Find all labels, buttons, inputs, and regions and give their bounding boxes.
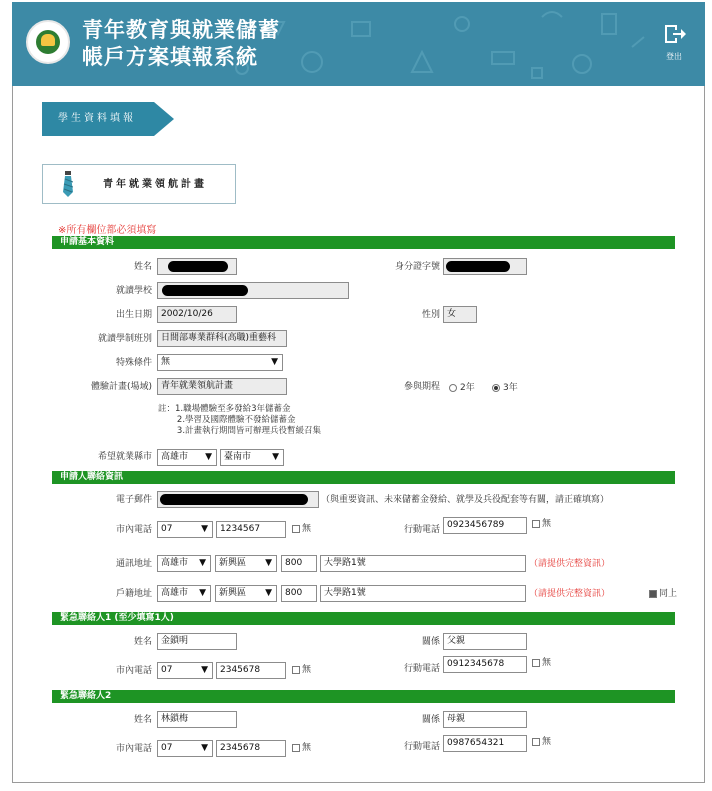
title-line-2: 帳戶方案填報系統	[82, 44, 258, 69]
gender-label: 性別	[421, 310, 440, 320]
em2-phone-none-checkbox[interactable]	[292, 744, 300, 752]
class-type-label: 就讀學制班別	[97, 334, 152, 344]
redaction-mask	[168, 261, 228, 272]
chevron-down-icon: ▼	[201, 524, 208, 534]
em1-mobile-none-checkbox[interactable]	[532, 659, 540, 667]
gender-field[interactable]: 女	[443, 306, 477, 323]
chevron-down-icon: ▼	[199, 558, 206, 568]
mobile-label: 行動電話	[403, 525, 440, 535]
special-value: 無	[161, 357, 171, 367]
phone-none-label: 無	[302, 524, 312, 534]
email-hint: （與重要資訊、未來儲蓄金發給、就學及兵役配套等有關，請正確填寫）	[321, 495, 610, 505]
reg-street-field[interactable]: 大學路1號	[320, 585, 526, 602]
em2-phone-none-label: 無	[302, 743, 312, 753]
redaction-mask	[162, 285, 248, 296]
logout-icon	[662, 22, 686, 46]
experience-field[interactable]: 青年就業領航計畫	[157, 378, 287, 395]
required-note: ※所有欄位都必須填寫	[58, 225, 157, 236]
logout-label: 登出	[666, 52, 682, 61]
em2-name-label: 姓名	[133, 715, 152, 725]
same-as-above-checkbox[interactable]	[649, 590, 657, 598]
special-select[interactable]	[157, 354, 283, 371]
chevron-down-icon: ▼	[205, 452, 212, 462]
em2-relation-label: 關係	[421, 715, 440, 725]
phone-label: 市內電話	[115, 525, 152, 535]
em2-mobile-label: 行動電話	[403, 742, 440, 752]
mail-address-label: 通訊地址	[115, 559, 152, 569]
phone-none-checkbox[interactable]	[292, 525, 300, 533]
period-radio-2y[interactable]	[449, 384, 457, 392]
em1-phone-area-value: 07	[161, 665, 173, 675]
section-emergency1-header: 緊急聯絡人1 (至少填寫1人)	[52, 612, 675, 625]
reg-address-label: 戶籍地址	[115, 589, 152, 599]
plan-card	[42, 164, 236, 204]
experience-label: 體驗計畫(場域)	[90, 382, 152, 392]
period-option-3y: 3年	[503, 383, 518, 393]
em1-relation-field[interactable]: 父親	[443, 633, 527, 650]
chevron-down-icon: ▼	[201, 743, 208, 753]
school-label: 就讀學校	[115, 286, 152, 296]
special-label: 特殊條件	[115, 358, 152, 368]
birthday-label: 出生日期	[115, 310, 152, 320]
id-label: 身分證字號	[394, 262, 440, 272]
section-emergency2-header: 緊急聯絡人2	[52, 690, 675, 703]
mail-city-select[interactable]	[157, 555, 211, 572]
tie-icon	[63, 171, 73, 197]
step-label: 學生資料填報	[42, 102, 154, 136]
section-contact-header: 申請人聯絡資訊	[52, 471, 675, 484]
chevron-down-icon: ▼	[265, 558, 272, 568]
chevron-down-icon: ▼	[271, 357, 278, 367]
period-option-2y: 2年	[460, 383, 475, 393]
reg-city-select[interactable]	[157, 585, 211, 602]
app-header	[12, 2, 705, 86]
phone-area-select[interactable]	[157, 521, 213, 538]
plan-label: 青年就業領航計畫	[103, 179, 207, 190]
phone-area-value: 07	[161, 524, 173, 534]
redaction-mask	[446, 261, 510, 272]
period-notes: 註：1.職場體驗至多發給3年儲蓄金 2.學習及國際體驗不發給儲蓄金 3.計畫執行期間皆可辦理兵役暫緩召集	[158, 404, 322, 436]
mail-zip-field[interactable]: 800	[281, 555, 317, 572]
mail-street-field[interactable]: 大學路1號	[320, 555, 526, 572]
same-as-above-label: 同上	[659, 589, 678, 599]
city2-value: 臺南市	[224, 452, 252, 462]
mail-district-value: 新興區	[219, 558, 247, 568]
em1-mobile-field[interactable]: 0912345678	[443, 656, 527, 673]
mobile-none-label: 無	[542, 519, 552, 529]
reg-city-value: 高雄市	[161, 588, 189, 598]
reg-district-value: 新興區	[219, 588, 247, 598]
mail-district-select[interactable]	[215, 555, 277, 572]
em1-mobile-label: 行動電話	[403, 664, 440, 674]
email-label: 電子郵件	[115, 495, 152, 505]
phone-number-field[interactable]: 1234567	[216, 521, 286, 538]
city1-value: 高雄市	[161, 452, 189, 462]
period-radio-3y[interactable]	[492, 384, 500, 392]
reg-address-hint: （請提供完整資訊）	[529, 589, 611, 599]
logout-button[interactable]	[657, 22, 691, 62]
city-label: 希望就業縣市	[97, 452, 152, 462]
section-basic-header: 申請基本資料	[52, 236, 675, 249]
em1-mobile-none-label: 無	[542, 658, 552, 668]
mobile-none-checkbox[interactable]	[532, 520, 540, 528]
ministry-logo	[26, 20, 70, 64]
mobile-field[interactable]: 0923456789	[443, 517, 527, 534]
chevron-down-icon: ▼	[201, 665, 208, 675]
em1-phone-number-field[interactable]: 2345678	[216, 662, 286, 679]
chevron-down-icon: ▼	[199, 588, 206, 598]
em2-phone-area-value: 07	[161, 743, 173, 753]
em2-mobile-none-label: 無	[542, 737, 552, 747]
em1-relation-label: 關係	[421, 637, 440, 647]
birthday-field[interactable]: 2002/10/26	[157, 306, 237, 323]
em1-phone-label: 市內電話	[115, 666, 152, 676]
em2-phone-number-field[interactable]: 2345678	[216, 740, 286, 757]
em2-phone-area-select[interactable]	[157, 740, 213, 757]
period-label: 參與期程	[403, 382, 440, 392]
class-type-field[interactable]: 日間部專業群科(高職)重藝科	[157, 330, 287, 347]
em1-phone-none-checkbox[interactable]	[292, 666, 300, 674]
city-select-1[interactable]	[157, 449, 217, 466]
app-title	[82, 16, 280, 70]
em2-name-field[interactable]: 林鎖梅	[157, 711, 237, 728]
em2-phone-label: 市內電話	[115, 744, 152, 754]
name-label: 姓名	[133, 262, 152, 272]
mail-city-value: 高雄市	[161, 558, 189, 568]
em2-mobile-none-checkbox[interactable]	[532, 738, 540, 746]
em1-name-label: 姓名	[133, 637, 152, 647]
reg-zip-field[interactable]: 800	[281, 585, 317, 602]
mail-address-hint: （請提供完整資訊）	[529, 559, 611, 569]
title-line-1: 青年教育與就業儲蓄	[82, 17, 280, 42]
em1-name-field[interactable]: 金鎖明	[157, 633, 237, 650]
em2-mobile-field[interactable]: 0987654321	[443, 735, 527, 752]
em1-phone-none-label: 無	[302, 665, 312, 675]
redaction-mask	[160, 494, 308, 505]
chevron-down-icon: ▼	[265, 588, 272, 598]
city-select-2[interactable]	[220, 449, 284, 466]
reg-district-select[interactable]	[215, 585, 277, 602]
chevron-down-icon: ▼	[272, 452, 279, 462]
em2-relation-field[interactable]: 母親	[443, 711, 527, 728]
em1-phone-area-select[interactable]	[157, 662, 213, 679]
